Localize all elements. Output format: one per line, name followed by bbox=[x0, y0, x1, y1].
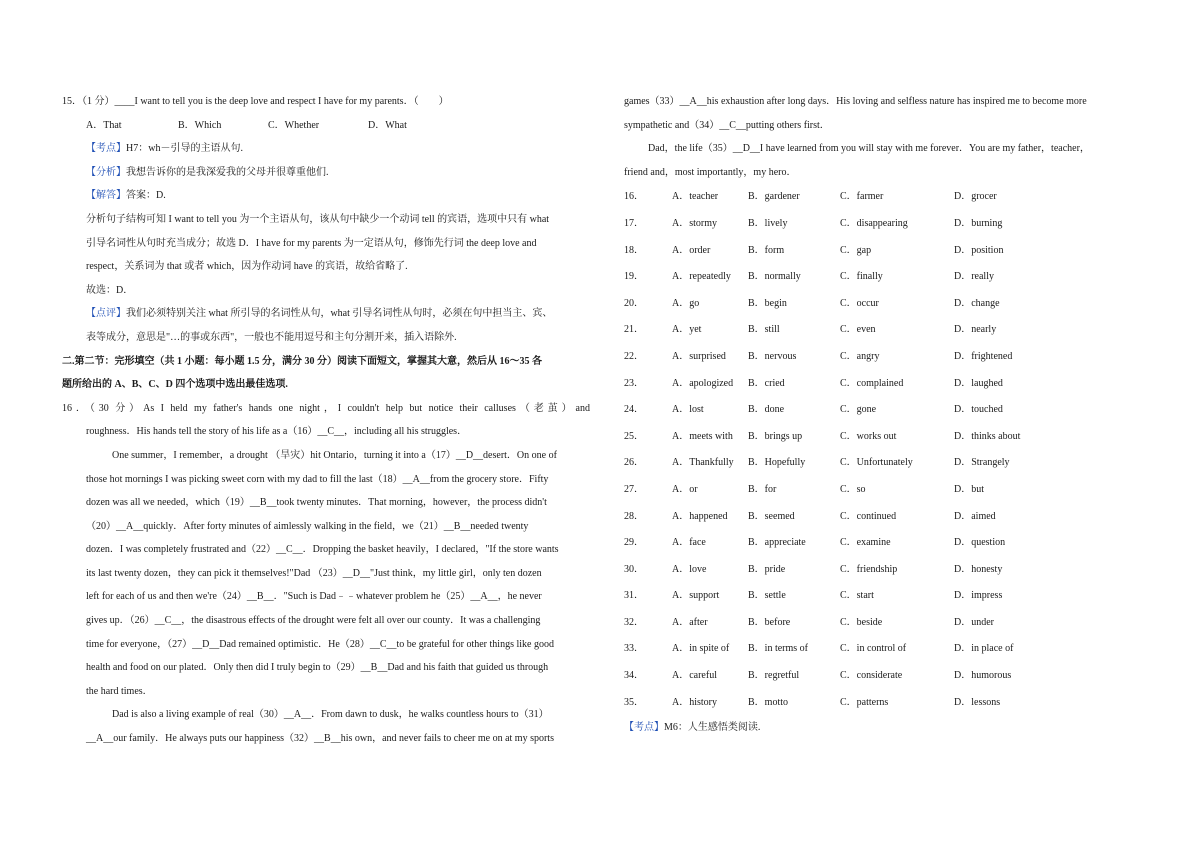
option-choice: B．normally bbox=[748, 271, 801, 283]
option-choice: A．yet bbox=[672, 324, 702, 336]
q15-stem: 15．（1 分）____I want to tell you is the deep love and respect I have for my parents．（ ） bbox=[62, 96, 449, 107]
passage-line: Dad，the life（35）__D__I have learned from you will stay with me forever．You are my father，teacher， bbox=[648, 143, 1090, 155]
option-choice: D．Strangely bbox=[954, 457, 1010, 469]
passage-line: sympathetic and（34）__C__putting others first． bbox=[624, 119, 830, 131]
section2-heading-cont: 题所给出的 A、B、C、D 四个选项中选出最佳选项. bbox=[62, 379, 288, 391]
option-choice: B．appreciate bbox=[748, 537, 806, 549]
option-choice: A．meets with bbox=[672, 430, 733, 442]
option-choice: B．in terms of bbox=[748, 643, 808, 655]
option-choice: A．or bbox=[672, 483, 698, 495]
passage-line: dozen．I was completely frustrated and（22）__C__．Dropping the basket heavily，I declared，"If the store wants bbox=[86, 544, 559, 556]
option-choice: B．seemed bbox=[748, 510, 795, 522]
option-choice: B．motto bbox=[748, 696, 789, 708]
passage-line: its last twenty dozen，they can pick it themselves!"Dad （23）__D__"Just think，my little girl，only ten dozen bbox=[86, 567, 542, 579]
option-choice: A．teacher bbox=[672, 191, 719, 203]
option-row bbox=[624, 371, 1130, 398]
option-choice: A．repeatedly bbox=[672, 271, 731, 283]
option-choice: A．history bbox=[672, 696, 717, 708]
option-choice: B．begin bbox=[748, 297, 787, 309]
question-number: 27． bbox=[624, 483, 644, 495]
option-choice: D．change bbox=[954, 297, 1000, 309]
option-choice: B．nervous bbox=[748, 350, 797, 362]
option-choice: C．continued bbox=[840, 510, 897, 522]
dianping-tag: 【点评】 bbox=[86, 308, 126, 320]
passage-line: dozen was all we needed，which（19）__B__took twenty minutes．That morning，however，the process didn't bbox=[86, 497, 547, 509]
option-choice: D．thinks about bbox=[954, 430, 1021, 442]
q15-analysis-line: 分析句子结构可知 I want to tell you 为一个主语从句，该从句中缺少一个动词 tell 的宾语，选项中只有 what bbox=[86, 213, 550, 225]
option-choice: A．in spite of bbox=[672, 643, 730, 655]
passage-line: Dad is also a living example of real（30）__A__．From dawn to dusk，he walks countless hours to（31） bbox=[112, 709, 549, 721]
q15-conclusion: 故选：D． bbox=[86, 284, 134, 296]
option-choice: D．lessons bbox=[954, 696, 1001, 708]
option-choice: C．friendship bbox=[840, 563, 898, 575]
option-row bbox=[624, 184, 1130, 211]
option-choice: D．laughed bbox=[954, 377, 1003, 389]
option-choice: D．question bbox=[954, 537, 1006, 549]
option-choice: D．aimed bbox=[954, 510, 996, 522]
question-number: 33． bbox=[624, 643, 644, 655]
option-choice: A．apologized bbox=[672, 377, 734, 389]
option-choice: A．go bbox=[672, 297, 700, 309]
option-choice: A．love bbox=[672, 563, 707, 575]
option-row bbox=[624, 636, 1130, 663]
q15-fenxi bbox=[62, 161, 590, 185]
passage-line: roughness．His hands tell the story of his life as a（16）__C__，including all his struggles． bbox=[86, 426, 468, 438]
option-choice: B．brings up bbox=[748, 430, 803, 442]
option-choice: C．angry bbox=[840, 350, 880, 362]
passage-line: those hot mornings I was picking sweet corn with my dad to fill the last（18）__A__from the grocery store．Fifty bbox=[86, 473, 549, 485]
option-choice: C．beside bbox=[840, 616, 883, 628]
option-choice: D．position bbox=[954, 244, 1004, 256]
question-number: 20． bbox=[624, 297, 644, 309]
question-number: 19． bbox=[624, 271, 644, 283]
option-choice: A．careful bbox=[672, 670, 717, 682]
option-choice: B．before bbox=[748, 616, 791, 628]
option-row bbox=[624, 477, 1130, 504]
q15-analysis-line: respect，关系词为 that 或者 which，因为作动词 have 的宾语，故给省略了. bbox=[86, 261, 408, 273]
question-number: 30． bbox=[624, 563, 644, 575]
jieda-tag: 【解答】 bbox=[86, 190, 126, 202]
option-choice: C．considerate bbox=[840, 670, 903, 682]
option-choice: D．grocer bbox=[954, 191, 997, 203]
option-choice: D．nearly bbox=[954, 324, 997, 336]
option-choice: C．start bbox=[840, 590, 874, 602]
q15-options bbox=[62, 114, 590, 138]
option-row bbox=[624, 504, 1130, 531]
option-choice: B．for bbox=[748, 483, 777, 495]
option-row bbox=[624, 690, 1130, 717]
option-choice: B．regretful bbox=[748, 670, 800, 682]
jieda-text: 答案：D. bbox=[126, 190, 166, 202]
option-choice: C．even bbox=[840, 324, 876, 336]
left-column bbox=[62, 90, 590, 751]
option-choice: C．patterns bbox=[840, 696, 889, 708]
option-row bbox=[624, 610, 1130, 637]
q15-option-a: A．That bbox=[86, 119, 122, 131]
section2-heading: 二.第二节：完形填空（共 1 小题：每小题 1.5 分，满分 30 分）阅读下面短文，掌握其大意，然后从 16～35 各 bbox=[62, 355, 542, 367]
kaodian-right bbox=[624, 716, 1130, 740]
question-number: 17． bbox=[624, 217, 644, 229]
option-choice: C．gap bbox=[840, 244, 872, 256]
option-choice: D．under bbox=[954, 616, 994, 628]
question-number: 31． bbox=[624, 590, 644, 602]
fenxi-tag: 【分析】 bbox=[86, 166, 126, 178]
option-choice: C．Unfortunately bbox=[840, 457, 913, 469]
option-choice: C．in control of bbox=[840, 643, 907, 655]
option-choice: B．lively bbox=[748, 217, 788, 229]
option-choice: A．order bbox=[672, 244, 711, 256]
option-choice: C．disappearing bbox=[840, 217, 908, 229]
option-choice: B．still bbox=[748, 324, 780, 336]
question-number: 22． bbox=[624, 350, 644, 362]
q15-jieda bbox=[62, 184, 590, 208]
option-choice: C．farmer bbox=[840, 191, 884, 203]
option-choice: A．Thankfully bbox=[672, 457, 734, 469]
question-number: 18． bbox=[624, 244, 644, 256]
option-choice: D．touched bbox=[954, 404, 1003, 416]
question-number: 32． bbox=[624, 616, 644, 628]
question-number: 29． bbox=[624, 537, 644, 549]
option-row bbox=[624, 317, 1130, 344]
passage-line: games（33）__A__his exhaustion after long days．His loving and selfless nature has inspired me to become more bbox=[624, 96, 1087, 107]
option-row bbox=[624, 583, 1130, 610]
dianping-text: 我们必须特别关注 what 所引导的名词性从句，what 引导名词性从句时，必须在句中担当主、宾、 bbox=[126, 308, 553, 320]
option-choice: A．happened bbox=[672, 510, 728, 522]
option-choice: D．burning bbox=[954, 217, 1003, 229]
q15-dianping bbox=[62, 302, 590, 326]
option-row bbox=[624, 238, 1130, 265]
kaodian-right-tag: 【考点】 bbox=[624, 722, 664, 734]
question-number: 34． bbox=[624, 670, 644, 682]
kaodian-right-text: M6：人生感悟类阅读. bbox=[664, 722, 761, 734]
option-choice: D．really bbox=[954, 271, 994, 283]
passage-line: （20）__A__quickly．After forty minutes of aimlessly walking in the field，we（21）__B__needed twenty bbox=[86, 520, 529, 532]
q15-option-c: C．Whether bbox=[268, 119, 320, 131]
option-choice: A．surprised bbox=[672, 350, 726, 362]
passage-line: gives up．（26）__C__，the disastrous effects of the drought were felt all over our county．It was a challenging bbox=[86, 615, 541, 627]
option-choice: C．works out bbox=[840, 430, 897, 442]
option-choice: D．humorous bbox=[954, 670, 1012, 682]
option-row bbox=[624, 557, 1130, 584]
passage-line: One summer，I remember，a drought （旱灾）hit Ontario，turning it into a（17）__D__desert．On one of bbox=[112, 449, 557, 461]
q15-option-b: B．Which bbox=[178, 119, 222, 131]
option-choice: C．gone bbox=[840, 404, 877, 416]
option-choice: C．so bbox=[840, 483, 866, 495]
q15-analysis-line: 引导名词性从句时充当成分；故选 D．I have for my parents 为一定语从句，修饰先行词 the deep love and bbox=[86, 237, 537, 249]
question-number: 21． bbox=[624, 324, 644, 336]
question-number: 23． bbox=[624, 377, 644, 389]
passage-line: left for each of us and then we're（24）__B__．"Such is Dad﹣﹣whatever problem he（25）__A__，he never bbox=[86, 591, 542, 603]
option-row bbox=[624, 344, 1130, 371]
passage-line: 16．（30 分）As I held my father's hands one night，I couldn't help but notice their calluses（老茧）and bbox=[62, 402, 590, 414]
option-choice: C．occur bbox=[840, 297, 879, 309]
option-choice: A．stormy bbox=[672, 217, 717, 229]
option-choice: B．settle bbox=[748, 590, 786, 602]
kaodian-text: H7：wh－引导的主语从句. bbox=[126, 143, 243, 155]
option-choice: D．honesty bbox=[954, 563, 1003, 575]
passage-line: friend and，most importantly，my hero． bbox=[624, 166, 797, 178]
option-choice: D．frightened bbox=[954, 350, 1013, 362]
option-choice: B．done bbox=[748, 404, 785, 416]
option-row bbox=[624, 211, 1130, 238]
option-row bbox=[624, 450, 1130, 477]
question-number: 28． bbox=[624, 510, 644, 522]
option-choice: A．after bbox=[672, 616, 708, 628]
option-choice: D．impress bbox=[954, 590, 1003, 602]
passage-line: time for everyone，（27）__D__Dad remained optimistic．He（28）__C__to be grateful for other things like good bbox=[86, 638, 554, 650]
question-number: 24． bbox=[624, 404, 644, 416]
option-choice: A．lost bbox=[672, 404, 704, 416]
option-choice: A．face bbox=[672, 537, 706, 549]
kaodian-tag: 【考点】 bbox=[86, 143, 126, 155]
option-choice: B．Hopefully bbox=[748, 457, 806, 469]
q15-kaodian bbox=[62, 137, 590, 161]
option-choice: D．but bbox=[954, 483, 984, 495]
option-choice: B．cried bbox=[748, 377, 785, 389]
option-row bbox=[624, 530, 1130, 557]
passage-line: the hard times． bbox=[86, 685, 153, 697]
fenxi-text: 我想告诉你的是我深爱我的父母并很尊重他们. bbox=[126, 166, 329, 178]
option-choice: D．in place of bbox=[954, 643, 1014, 655]
option-row bbox=[624, 397, 1130, 424]
option-choice: B．form bbox=[748, 244, 785, 256]
option-row bbox=[624, 663, 1130, 690]
option-choice: C．finally bbox=[840, 271, 883, 283]
option-choice: A．support bbox=[672, 590, 720, 602]
option-row bbox=[624, 264, 1130, 291]
question-number: 16． bbox=[624, 191, 644, 203]
passage-line: __A__our family．He always puts our happiness（32）__B__his own，and never fails to cheer me on at my sports bbox=[86, 733, 554, 745]
options-grid bbox=[624, 184, 1130, 716]
option-choice: B．pride bbox=[748, 563, 786, 575]
question-number: 25． bbox=[624, 430, 644, 442]
option-choice: C．examine bbox=[840, 537, 891, 549]
question-number: 35． bbox=[624, 696, 644, 708]
option-row bbox=[624, 424, 1130, 451]
option-row bbox=[624, 291, 1130, 318]
q15-option-d: D．What bbox=[368, 119, 407, 131]
right-column bbox=[624, 90, 1130, 740]
option-choice: B．gardener bbox=[748, 191, 800, 203]
q15-dianping-line: 表等成分，意思是"…的事或东西"，一般也不能用逗号和主句分割开来，插入语除外. bbox=[86, 331, 457, 343]
option-choice: C．complained bbox=[840, 377, 904, 389]
passage-line: health and food on our plated．Only then did I truly begin to（29）__B__Dad and his faith that guided us through bbox=[86, 662, 549, 674]
question-number: 26． bbox=[624, 457, 644, 469]
